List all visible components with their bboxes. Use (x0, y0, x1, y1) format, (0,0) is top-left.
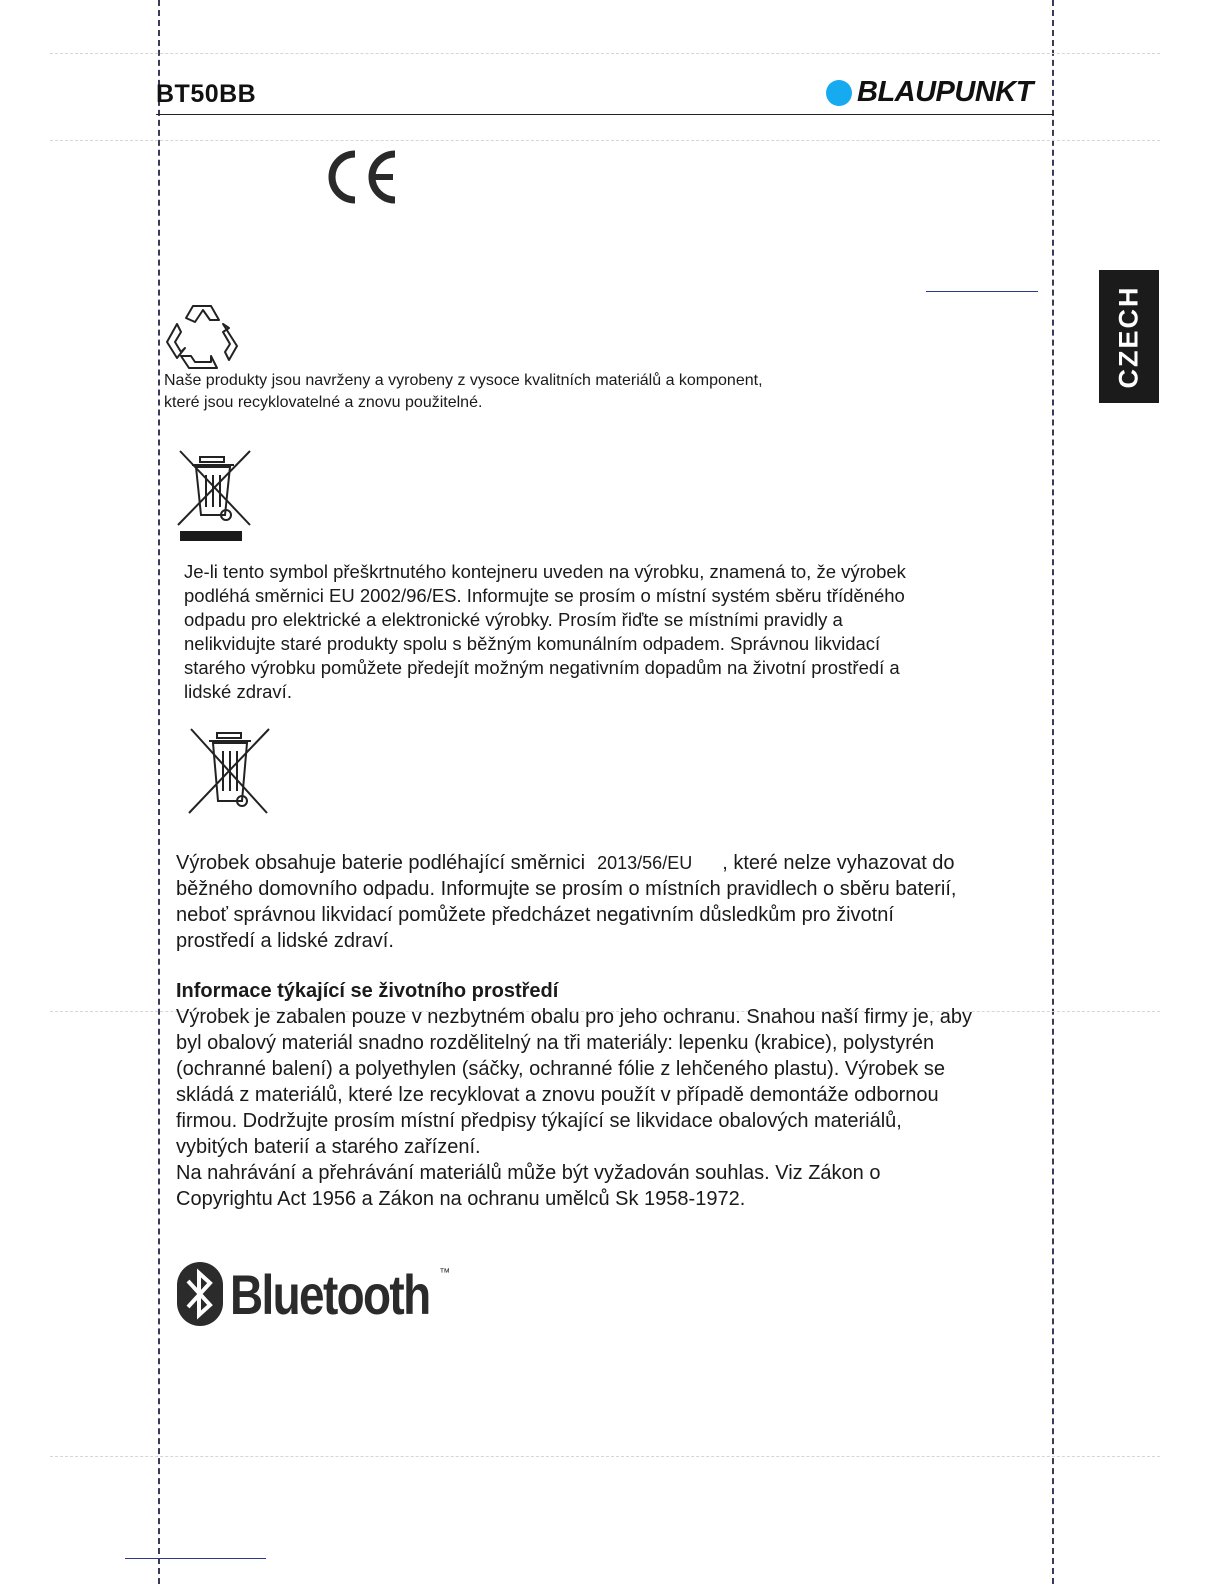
language-tab-label: CZECH (1113, 285, 1144, 388)
weee-text-line: lidské zdraví. (184, 681, 292, 702)
language-tab (1099, 270, 1159, 403)
bluetooth-wordmark: Bluetooth (230, 1262, 430, 1326)
environment-text-line: vybitých baterií a starého zařízení. (176, 1136, 481, 1158)
environment-text-line: byl obalový materiál snadno rozdělitelný na tři materiály: lepenku (krabice), polystyrén (176, 1032, 935, 1054)
battery-text-start: Výrobek obsahuje baterie podléhající směrnici (176, 852, 586, 874)
crossed-bin-battery-icon (187, 727, 271, 820)
weee-text-line: odpadu pro elektrické a elektronické výrobky. Prosím řiďte se místními pravidly a (184, 609, 843, 630)
weee-text-line: nelikvidujte staré produkty spolu s běžným komunálním odpadem. Správnou likvidací (184, 633, 881, 654)
fold-guide-4 (50, 1456, 1160, 1457)
recycle-text-line: které jsou recyklovatelné a znovu použitelné. (164, 394, 483, 411)
weee-text-line: podléhá směrnici EU 2002/96/ES. Informujte se prosím o místní systém sběru tříděného (184, 585, 905, 606)
battery-text-line: neboť správnou likvidací pomůžete předcházet negativním důsledkům pro životní (176, 904, 894, 926)
environment-heading: Informace týkající se životního prostředí (176, 980, 559, 1002)
bluetooth-logo-icon (176, 1261, 224, 1327)
recycle-icon (163, 302, 241, 377)
bluetooth-logo (176, 1261, 450, 1327)
fold-guide-1 (50, 53, 1160, 54)
environment-text-line: skládá z materiálů, které lze recyklovat a znovu použít v případě demontáže odbornou (176, 1084, 939, 1106)
right-crop-guide (1052, 0, 1054, 1584)
ce-mark-icon (325, 148, 401, 211)
battery-text-end: , které nelze vyhazovat do (722, 852, 955, 874)
environment-text-line: firmou. Dodržujte prosím místní předpisy týkající se likvidace obalových materiálů, (176, 1110, 902, 1132)
model-name: BT50BB (156, 80, 257, 108)
weee-text-line: starého výrobku pomůžete předejít možným negativním dopadům na životní prostředí a (184, 657, 900, 678)
fold-guide-2 (50, 140, 1160, 141)
right-mark-line (926, 291, 1038, 292)
crossed-wheelie-bin-icon (176, 449, 254, 548)
environment-text-line: (ochranné balení) a polyethylen (sáčky, ochranné fólie z lehčeného plastu). Výrobek se (176, 1058, 945, 1080)
battery-text-line: běžného domovního odpadu. Informujte se prosím o místních pravidlech o sběru baterií, (176, 878, 957, 900)
brand-dot-icon (826, 80, 852, 106)
left-crop-guide (158, 0, 160, 1584)
environment-text-line: Na nahrávání a přehrávání materiálů může být vyžadován souhlas. Viz Zákon o (176, 1162, 881, 1184)
recycle-text-line: Naše produkty jsou navrženy a vyrobeny z vysoce kvalitních materiálů a komponent, (164, 372, 763, 389)
brand-name: BLAUPUNKT (857, 76, 1033, 108)
bottom-mark-line (125, 1558, 266, 1559)
weee-text-line: Je-li tento symbol přeškrtnutého kontejneru uveden na výrobku, znamená to, že výrobek (184, 561, 906, 582)
battery-text-line: prostředí a lidské zdraví. (176, 930, 394, 952)
environment-text-line: Copyrightu Act 1956 a Zákon na ochranu umělců Sk 1958-1972. (176, 1188, 746, 1210)
battery-directive: 2013/56/EU (597, 853, 693, 873)
brand-logo (826, 76, 1033, 109)
bluetooth-tm: ™ (439, 1267, 451, 1279)
environment-text-line: Výrobek je zabalen pouze v nezbytném obalu pro jeho ochranu. Snahou naší firmy je, aby (176, 1006, 973, 1028)
header-rule (156, 114, 1054, 115)
